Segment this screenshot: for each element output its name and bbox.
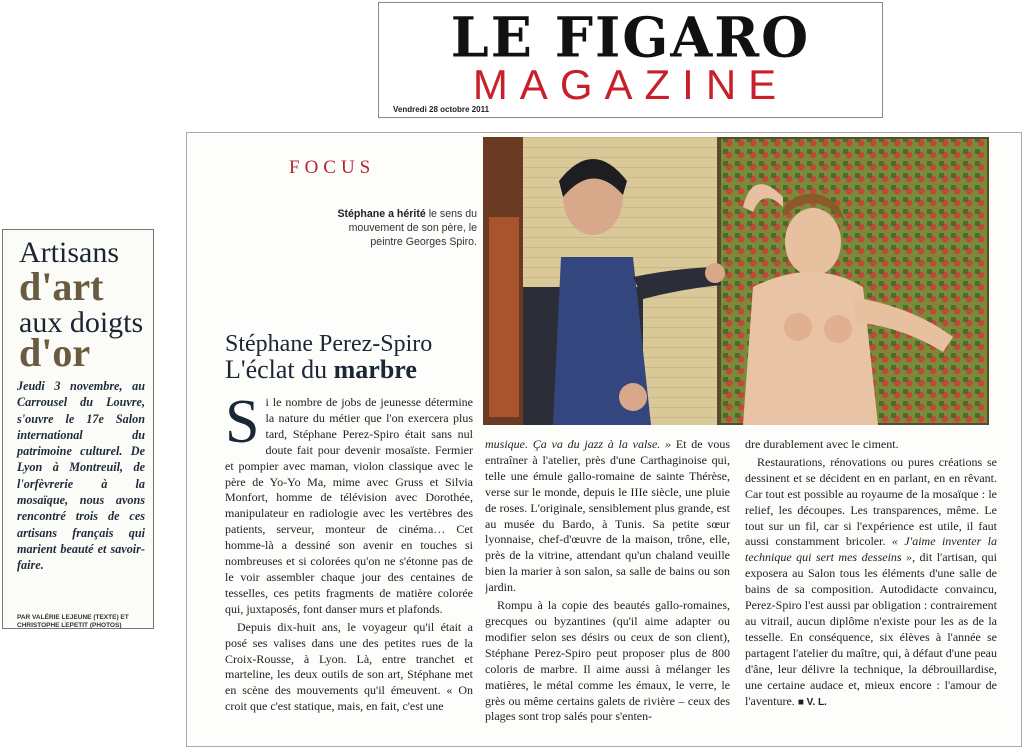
headline xyxy=(225,355,417,385)
photo-illustration xyxy=(483,137,989,425)
quote: « J'aime inventer la technique qui sert mes desseins » xyxy=(745,534,997,565)
teaser-title-line-1: Artisans xyxy=(19,236,119,269)
paragraph-text: i le nombre de jobs de jeunesse détermine la nature du métier que l'on exercera plus tard, Stéphane Perez-Spiro était sans nul doute fait pour devenir mosaïste. Fermier et pompier avec maman, violon classique avec le père de Yo-Yo Ma, mime avec Gruss et Silvia Monfort, homme de télévision avec Dorothée, manipulateur en radiologie avec les vertèbres des patients, serveur, monteur de cinéma… Cet homme-là a dessiné son avenir en touches si nombreuses et si colorées qu'on ne s'étonne pas de le voir assembler chaque jour des centaines de tesselles, ces petits fragments de matière colorée qui, juxtaposés, font danser murs et plafonds. xyxy=(225,395,473,616)
headline-bold: marbre xyxy=(333,355,417,384)
teaser-credit: PAR VALÉRIE LEJEUNE (TEXTE) ET CHRISTOPHE LEPETIT (PHOTOS) xyxy=(17,614,129,629)
caption-text: le sens du mouvement de son père, le peintre Georges Spiro. xyxy=(348,208,477,248)
paragraph: dre durablement avec le ciment. xyxy=(745,437,899,451)
headline-name: Stéphane Perez-Spiro xyxy=(225,331,433,357)
section-label: FOCUS xyxy=(289,157,376,178)
paragraph: Rompu à la copie des beautés gallo-romaines, grecques ou byzantines (qu'il aime adapter ou modifier selon ses désirs ou ceux de son client), Stéphane Perez-Spiro peut proposer plus de 800 coloris de marbre. Il aime aussi à mélanger les matières, le métal comme les émaux, le verre, le grès ou même certains galets de rivière – ceux des plages sont trop salés pour s'enten- xyxy=(485,598,730,724)
teaser-text: Jeudi 3 novembre, au Carrousel du Louvre, s'ouvre le 17e Salon international du patrimoine culturel. De Lyon à Montreuil, de l'orfèvrerie à la mosaïque, nous avons rencontré trois de ces artisans français qui marient beauté et savoir-faire. xyxy=(17,379,145,573)
article-column-1 xyxy=(225,395,473,745)
paragraph xyxy=(485,437,730,596)
teaser-title-line-2: d'art xyxy=(19,264,104,309)
masthead-subtitle: MAGAZINE xyxy=(472,61,789,108)
paragraph-text: Et de vous entraîner à l'atelier, près d'une Carthaginoise qui, telle une émule gallo-romaine de sainte Thérèse, verse sur le monde, depuis le IIIe siècle, une pluie de roses. L'originale, sensiblement plus grande, est au musée du Bardo, à Tunis. Sa petite sœur lyonnaise, chef-d'œuvre de la maison, trône, elle, près de la vitrine, attendant qu'un chaland veuille bien la marier à son salon, sa salle de bains ou son jardin. xyxy=(485,437,730,595)
paragraph xyxy=(745,455,997,711)
teaser-title-line-3: aux doigts xyxy=(19,306,144,339)
paragraph-text: , dit l'artisan, qui exposera au Salon tous les éléments d'une salle de bains de sa composition. Autodidacte convaincu, Perez-Spiro l'est aussi par obligation : contrairement au vitrail, aucun diplôme n'existe pour les as de la tesselle. En conséquence, six élèves à l'année se partagent l'atelier du maître, qui, à défaut d'une peau d'âne, leur délivre la technique, la débrouillardise, une certaine audace et, mieux encore : l'amour de l'aventure. xyxy=(745,550,997,708)
paragraph-text: Restaurations, rénovations ou pures créations se dessinent et se décident en en parlant, en en rêvant. Car tout est possible au royaume de la mosaïque : le relief, les découpes. Les transparences, même. Le tout sur un fil, car si l'expérience est utile, il faut aussi constamment bricoler. xyxy=(745,454,997,549)
headline-pre: L'éclat du xyxy=(225,355,328,384)
author-signoff: ■ V. L. xyxy=(797,696,827,708)
masthead-title: LE FIGARO xyxy=(450,4,811,70)
masthead-date: Vendredi 28 octobre 2011 xyxy=(393,105,490,114)
photo-caption xyxy=(337,207,477,249)
article-photo xyxy=(483,137,989,425)
sidebar-teaser xyxy=(2,229,154,629)
paragraph: Depuis dix-huit ans, le voyageur qu'il était a posé ses valises dans une des petites rues de la Croix-Rousse, à Lyon. Là, entre tranchet et marteline, les deux outils de son art, Stéphane met en scène des mouvements qu'il émeuvent. « On croit que c'est statique, mais, en fait, c'est une xyxy=(225,619,473,714)
drop-cap: S xyxy=(225,395,260,456)
article-page xyxy=(186,132,1022,747)
paragraph xyxy=(225,395,473,618)
masthead xyxy=(378,2,883,118)
quote: musique. Ça va du jazz à la valse. » xyxy=(485,437,672,451)
article-column-2 xyxy=(485,437,730,745)
caption-lead: Stéphane a hérité xyxy=(337,208,426,220)
article-column-3 xyxy=(745,437,997,745)
teaser-title-line-4: d'or xyxy=(19,330,91,375)
